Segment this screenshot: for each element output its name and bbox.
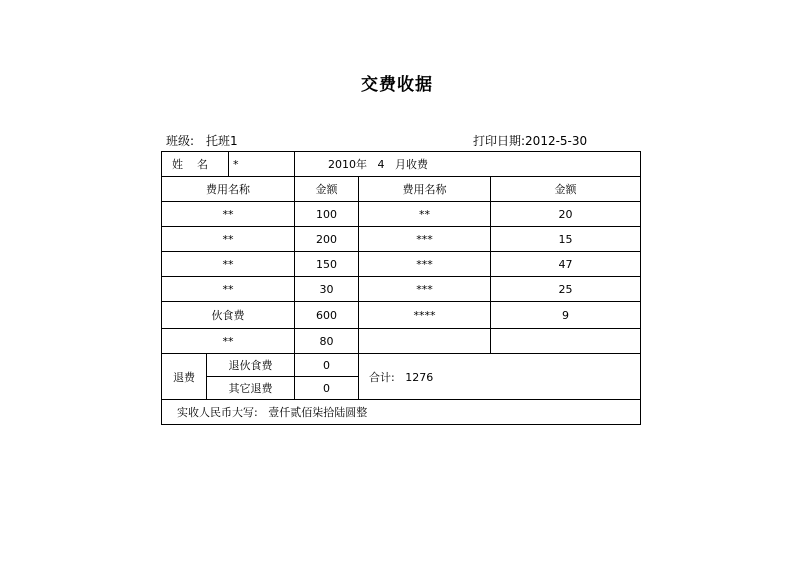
table-row <box>162 302 641 329</box>
fee-amount-cell: 25 <box>491 277 641 302</box>
fee-amount-cell: 200 <box>295 227 359 252</box>
class-value: 托班1 <box>206 134 238 148</box>
col-amount-1: 金额 <box>295 177 359 202</box>
total-value: 1276 <box>405 370 434 384</box>
name-label: 姓 名 <box>162 152 229 177</box>
refund-label: 退费 <box>162 354 207 400</box>
fee-name-cell: ** <box>162 202 295 227</box>
fee-name-cell: ** <box>162 227 295 252</box>
fee-amount-cell: 15 <box>491 227 641 252</box>
receipt-table <box>161 151 641 425</box>
fee-amount-cell: 100 <box>295 202 359 227</box>
fee-amount-cell: 9 <box>491 302 641 329</box>
table-row <box>162 227 641 252</box>
fee-amount-cell: 150 <box>295 252 359 277</box>
col-fee-name-2: 费用名称 <box>359 177 491 202</box>
billing-month: 2010年 4 月收费 <box>295 152 641 177</box>
fee-name-cell: *** <box>359 227 491 252</box>
table-row <box>162 252 641 277</box>
fee-amount-cell: 30 <box>295 277 359 302</box>
refund-meal-row <box>162 354 641 377</box>
amount-words-label: 实收人民币大写: <box>177 406 258 419</box>
fee-name-cell: **** <box>359 302 491 329</box>
print-date-label: 打印日期: <box>473 134 526 148</box>
fee-name-cell <box>359 329 491 354</box>
table-row <box>162 329 641 354</box>
fee-name-cell: ** <box>162 329 295 354</box>
fee-amount-cell: 600 <box>295 302 359 329</box>
fee-name-cell: ** <box>162 252 295 277</box>
total-cell <box>359 354 641 400</box>
column-header-row <box>162 177 641 202</box>
refund-meal-label: 退伙食费 <box>207 354 295 377</box>
fee-name-cell: ** <box>162 277 295 302</box>
amount-words-row <box>162 400 641 425</box>
fee-amount-cell: 47 <box>491 252 641 277</box>
fee-name-cell: *** <box>359 252 491 277</box>
total-label: 合计: <box>369 370 395 384</box>
fee-name-cell: *** <box>359 277 491 302</box>
receipt-title: 交费收据 <box>361 75 433 95</box>
col-amount-2: 金额 <box>491 177 641 202</box>
refund-meal-value: 0 <box>295 354 359 377</box>
student-name: * <box>229 152 295 177</box>
table-row <box>162 202 641 227</box>
print-date-value: 2012-5-30 <box>525 134 588 148</box>
fee-name-cell: ** <box>359 202 491 227</box>
amount-words-value: 壹仟贰佰柒拾陆圆整 <box>268 406 368 419</box>
refund-other-label: 其它退费 <box>207 377 295 400</box>
fee-name-cell: 伙食费 <box>162 302 295 329</box>
class-info <box>166 132 238 149</box>
fee-amount-cell: 80 <box>295 329 359 354</box>
table-row <box>162 277 641 302</box>
refund-other-value: 0 <box>295 377 359 400</box>
class-label: 班级: <box>166 134 195 148</box>
fee-amount-cell <box>491 329 641 354</box>
name-row <box>162 152 641 177</box>
fee-amount-cell: 20 <box>491 202 641 227</box>
amount-words-cell <box>162 400 641 425</box>
col-fee-name-1: 费用名称 <box>162 177 295 202</box>
print-date <box>473 132 587 149</box>
